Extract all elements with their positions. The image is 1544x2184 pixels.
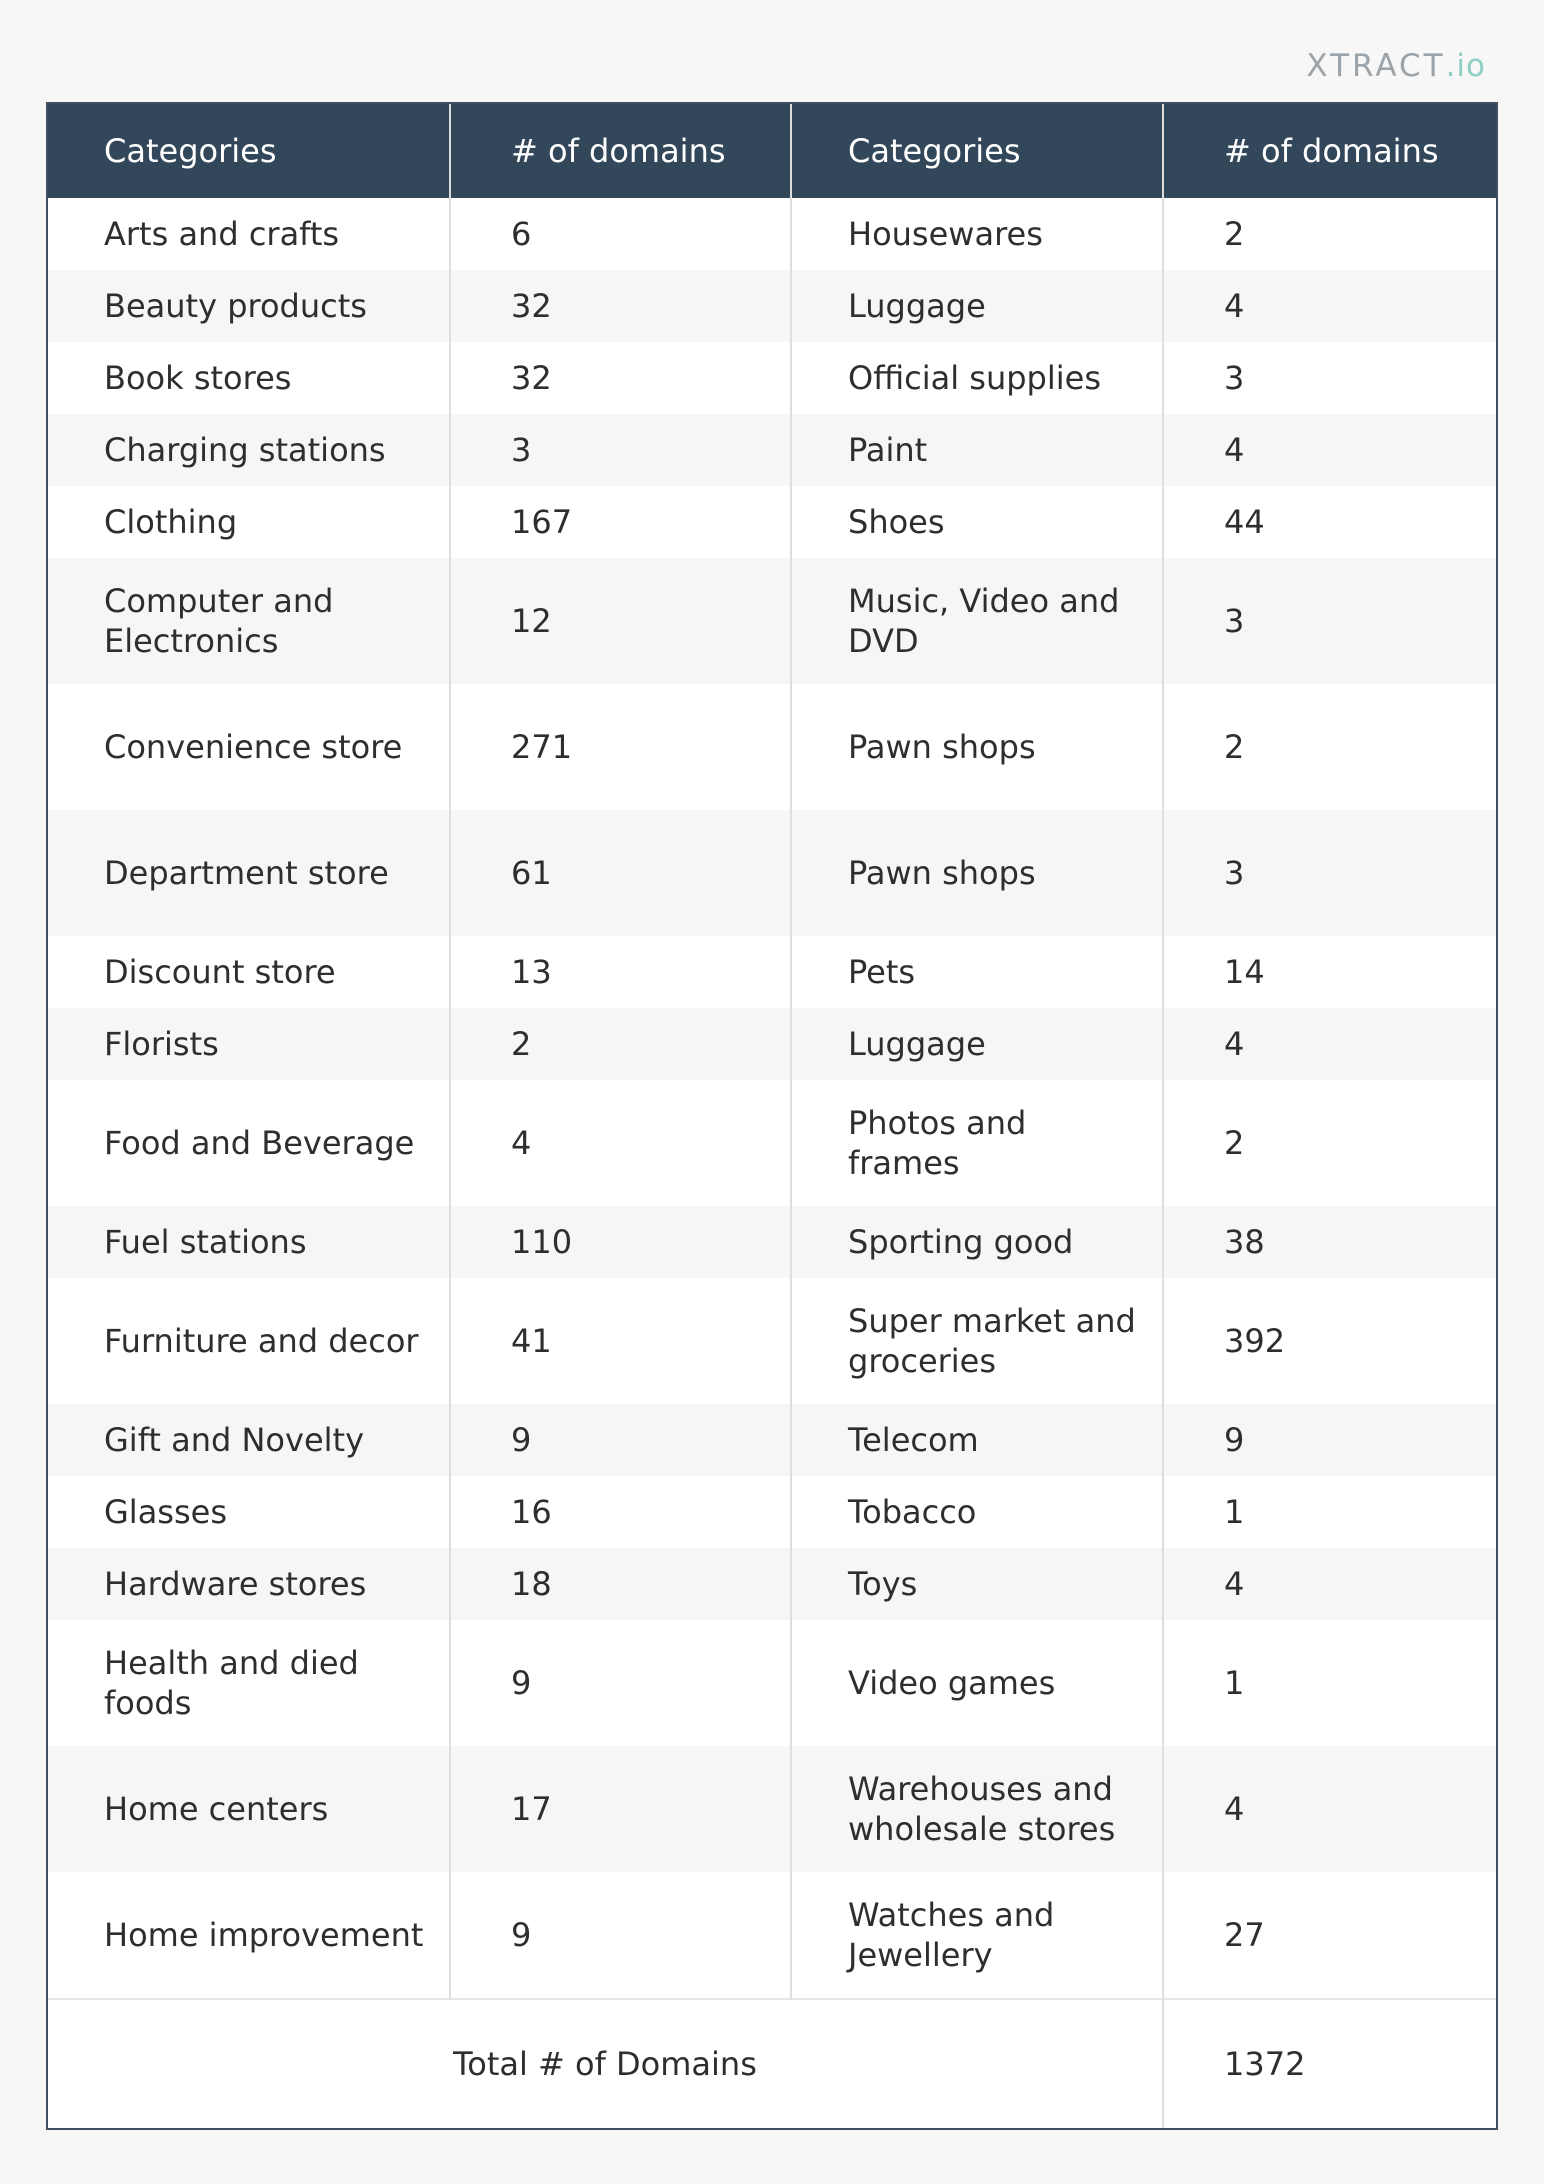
right-count-cell: 9 [1163,1404,1496,1476]
domains-table [46,102,1498,2130]
left-count-cell: 32 [450,270,791,342]
right-count-cell: 2 [1163,198,1496,270]
left-count-cell: 13 [450,936,791,1008]
table-row [48,684,1496,810]
right-category-cell: Warehouses and wholesale stores [791,1746,1163,1872]
right-category-cell: Music, Video and DVD [791,558,1163,684]
left-category-cell: Beauty products [48,270,450,342]
left-category-cell: Home centers [48,1746,450,1872]
table-row [48,810,1496,936]
right-count-cell: 27 [1163,1872,1496,1999]
left-category-cell: Food and Beverage [104,1124,415,1162]
left-count-cell: 3 [450,414,791,486]
header-categories-left: Categories [48,104,450,198]
table-row [48,342,1496,414]
right-count-cell: 4 [1163,1746,1496,1872]
table-row [48,198,1496,270]
total-value: 1372 [1163,1999,1496,2128]
right-category-cell: Tobacco [791,1476,1163,1548]
right-count-cell: 4 [1163,1008,1496,1080]
table-row [48,1476,1496,1548]
right-count-cell: 392 [1163,1278,1496,1404]
header-domains-left: # of domains [450,104,791,198]
left-category-cell: Glasses [104,1493,227,1531]
left-category-cell: Hardware stores [48,1548,450,1620]
right-category-cell: Housewares [791,198,1163,270]
left-count-cell: 2 [450,1008,791,1080]
right-count-cell: 3 [1163,558,1496,684]
left-count-cell: 9 [450,1404,791,1476]
right-category-cell: Luggage [791,270,1163,342]
table-footer [48,1999,1496,2128]
left-count-cell: 18 [450,1548,791,1620]
left-category-cell: Discount store [104,953,336,991]
right-category-cell: Video games [791,1620,1163,1746]
left-category-cell: Arts and crafts [104,215,340,253]
left-count-cell: 12 [450,558,791,684]
right-category-cell: Official supplies [791,342,1163,414]
right-count-cell: 44 [1163,486,1496,558]
right-category-cell: Toys [791,1548,1163,1620]
left-count-cell: 16 [450,1476,791,1548]
left-count-cell: 32 [450,342,791,414]
right-count-cell: 3 [1163,342,1496,414]
table-row [48,936,1496,1008]
left-category-cell: Fuel stations [48,1206,450,1278]
left-category-cell: Charging stations [48,414,450,486]
header-domains-right: # of domains [1163,104,1496,198]
right-category-cell: Luggage [791,1008,1163,1080]
left-category-cell: Clothing [104,503,238,541]
table-row [48,1746,1496,1872]
brand-logo [1306,48,1486,84]
left-count-cell: 110 [450,1206,791,1278]
right-category-cell: Pawn shops [791,684,1163,810]
brand-suffix: .io [1445,48,1486,84]
left-count-cell: 271 [450,684,791,810]
right-count-cell: 1 [1163,1476,1496,1548]
left-count-cell: 4 [450,1080,791,1206]
right-category-cell: Pawn shops [791,810,1163,936]
left-category-cell: Book stores [104,359,292,397]
table-row [48,270,1496,342]
left-count-cell: 9 [450,1620,791,1746]
left-category-cell: Department store [48,810,450,936]
left-category-cell: Health and died foods [104,1644,359,1722]
table-row [48,1620,1496,1746]
right-category-cell: Super market and groceries [791,1278,1163,1404]
table-row [48,1872,1496,1999]
left-count-cell: 41 [450,1278,791,1404]
right-category-cell: Sporting good [791,1206,1163,1278]
left-count-cell: 61 [450,810,791,936]
right-count-cell: 38 [1163,1206,1496,1278]
header-categories-right: Categories [791,104,1163,198]
table-row [48,1548,1496,1620]
table-header [48,104,1496,198]
table-row [48,1206,1496,1278]
right-category-cell: Photos and frames [791,1080,1163,1206]
right-category-cell: Pets [791,936,1163,1008]
total-label: Total # of Domains [48,1999,1163,2128]
right-count-cell: 14 [1163,936,1496,1008]
left-count-cell: 167 [450,486,791,558]
table-row [48,1404,1496,1476]
table-row [48,558,1496,684]
right-category-cell: Watches and Jewellery [791,1872,1163,1999]
left-category-cell: Convenience store [104,728,403,766]
table-row [48,1278,1496,1404]
right-count-cell: 4 [1163,270,1496,342]
left-category-cell: Florists [48,1008,450,1080]
table-row [48,1008,1496,1080]
left-count-cell: 6 [450,198,791,270]
table-body [48,198,1496,1999]
left-count-cell: 17 [450,1746,791,1872]
right-count-cell: 2 [1163,684,1496,810]
right-count-cell: 1 [1163,1620,1496,1746]
table-row [48,486,1496,558]
right-count-cell: 4 [1163,414,1496,486]
left-category-cell: Gift and Novelty [48,1404,450,1476]
table-row [48,414,1496,486]
left-category-cell: Computer and Electronics [48,558,450,684]
right-category-cell: Paint [791,414,1163,486]
right-count-cell: 2 [1163,1080,1496,1206]
brand-name: XTRACT [1306,48,1446,84]
right-category-cell: Shoes [791,486,1163,558]
right-category-cell: Telecom [791,1404,1163,1476]
left-category-cell: Home improvement [104,1916,424,1954]
table-row [48,1080,1496,1206]
left-category-cell: Furniture and decor [104,1322,419,1360]
right-count-cell: 3 [1163,810,1496,936]
right-count-cell: 4 [1163,1548,1496,1620]
left-count-cell: 9 [450,1872,791,1999]
